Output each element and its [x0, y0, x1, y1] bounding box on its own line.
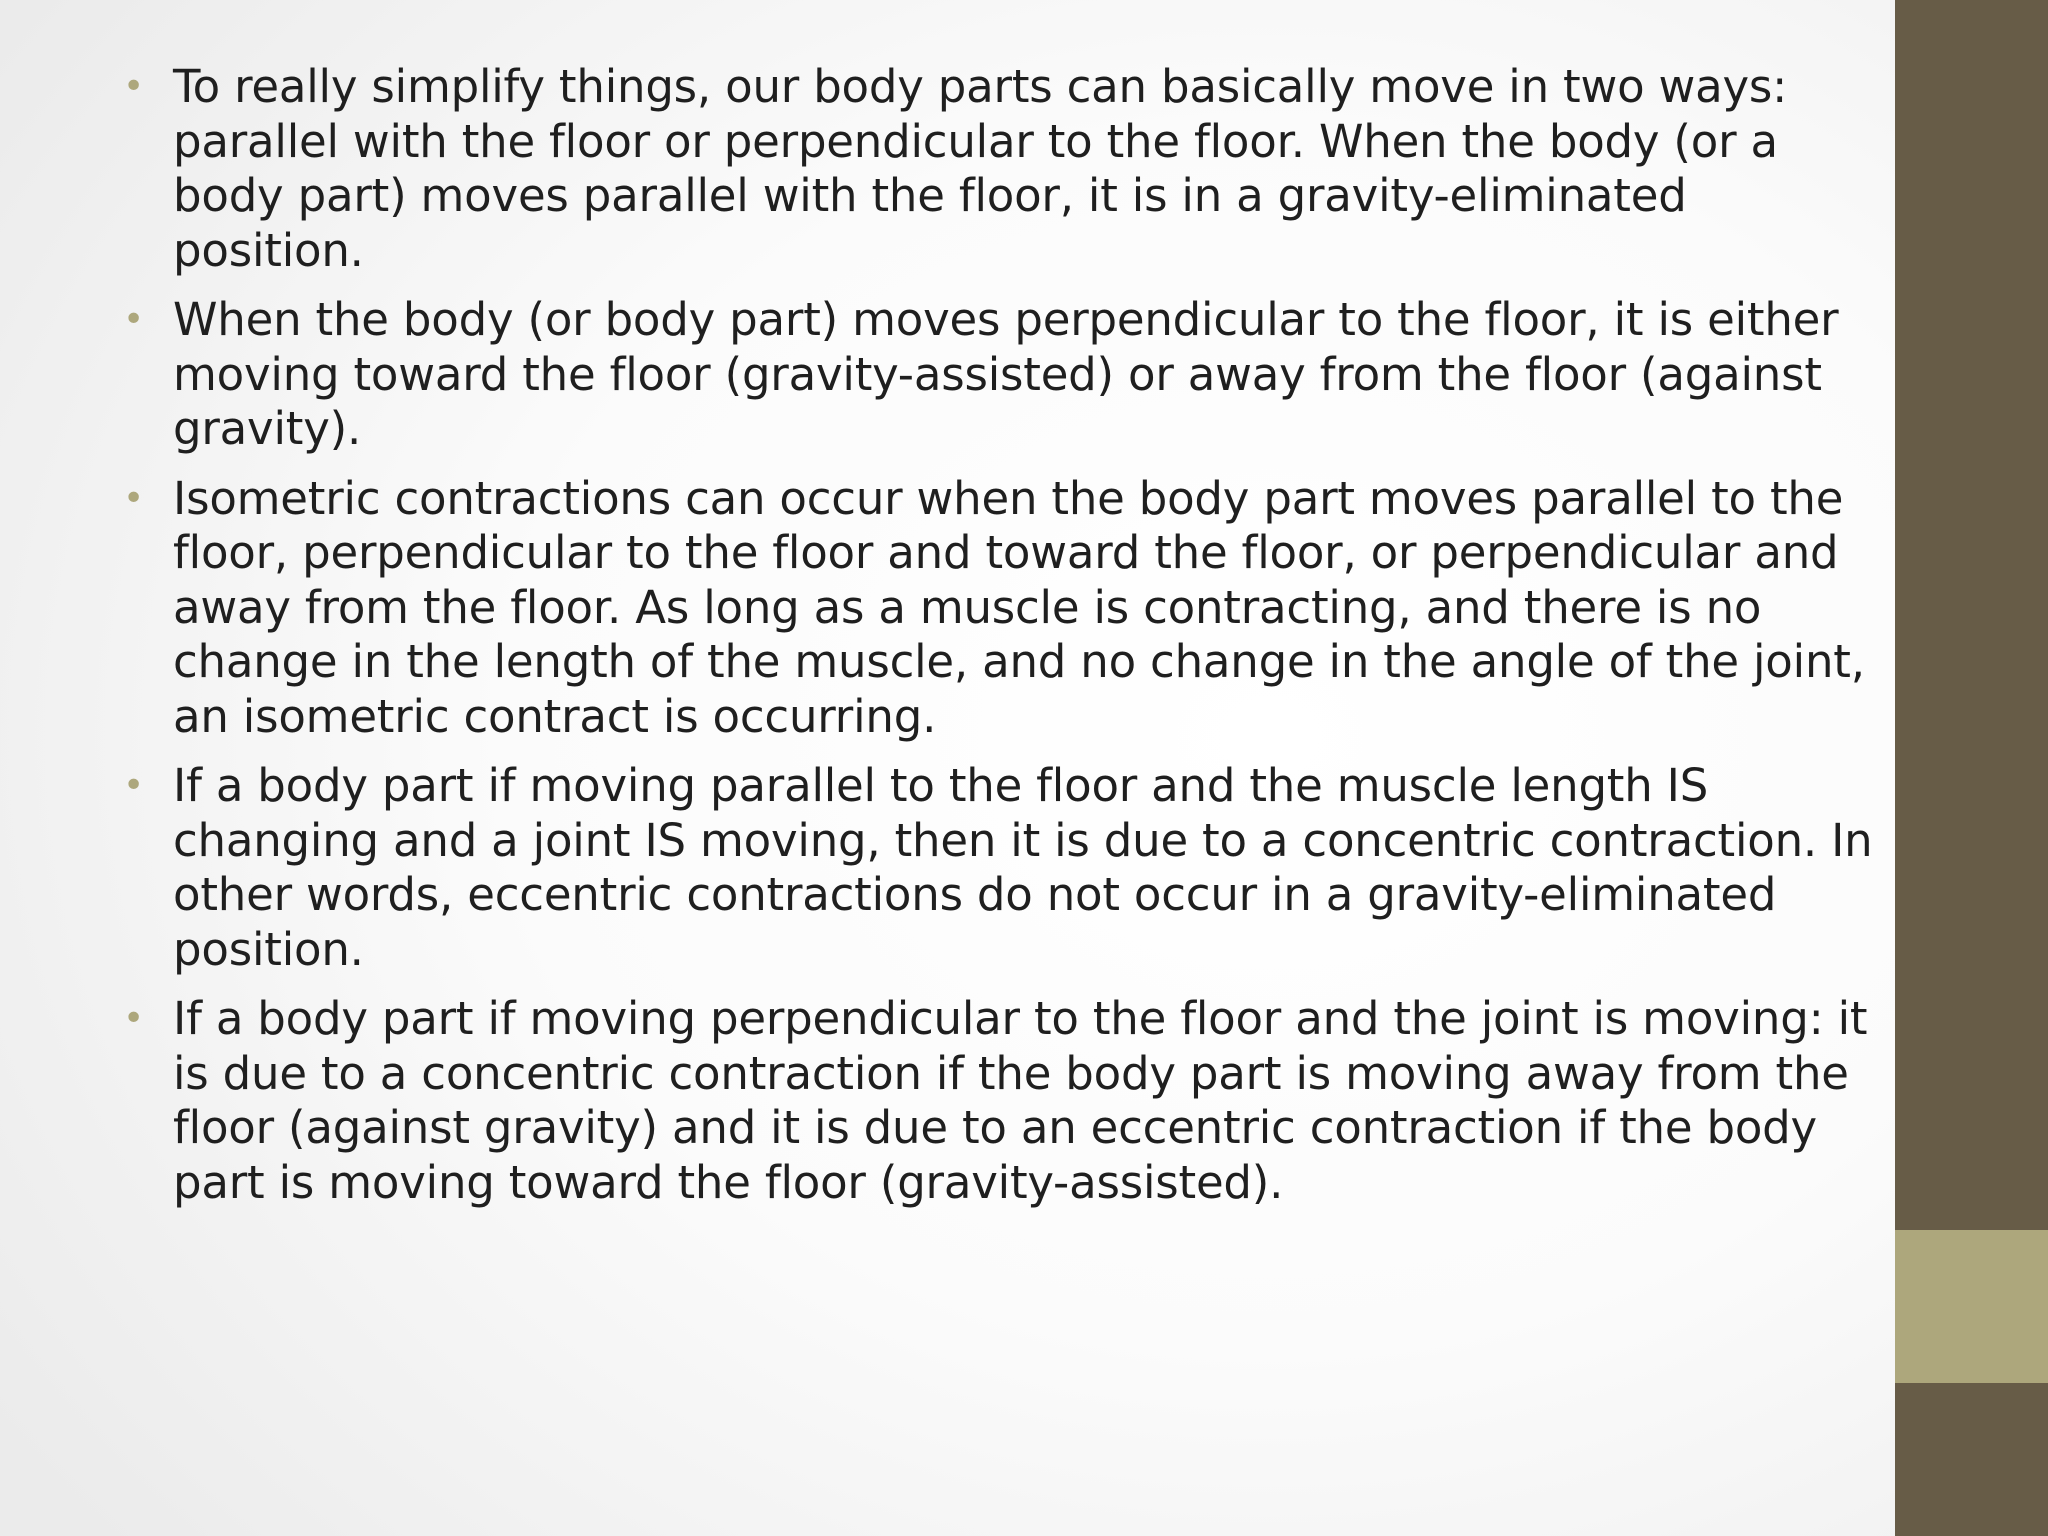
- bullet-item-4: [118, 759, 1878, 977]
- bullet-text: If a body part if moving parallel to the floor and the muscle length IS changing and a joint IS moving, then it is due to a concentric contraction. In other words, eccentric contractions do not occur in a gravity-eliminated position.: [173, 759, 1873, 976]
- bullet-item-5: [118, 992, 1878, 1210]
- bullet-item-2: [118, 293, 1878, 457]
- bullet-icon: •: [123, 477, 145, 519]
- slide-body: [118, 60, 1878, 1225]
- bullet-icon: •: [123, 765, 145, 806]
- bullet-icon: •: [123, 998, 145, 1039]
- bullet-text: If a body part if moving perpendicular to the floor and the joint is moving: it is due to a concentric contraction if the body part is moving away from the floor (against gravity) and it is due to an eccentric contraction if the body part is moving toward the floor (gravity-assisted).: [173, 992, 1868, 1209]
- sidebar-accent-band: [1895, 1230, 2048, 1383]
- bullet-text: To really simplify things, our body parts can basically move in two ways: parallel with the floor or perpendicular to the floor. When the body (or a body part) moves parallel with the floor, it is in a gravity-eliminated position.: [173, 60, 1788, 277]
- bullet-icon: •: [123, 66, 145, 107]
- sidebar-top-band: [1895, 0, 2048, 1230]
- bullet-text: Isometric contractions can occur when the body part moves parallel to the floor, perpendicular to the floor and toward the floor, or perpendicular and away from the floor. As long as a muscle is contracting, and there is no change in the length of the muscle, and no change in the angle of the joint, an isometric contract is occurring.: [173, 471, 1865, 743]
- bullet-item-1: [118, 60, 1878, 278]
- bullet-item-3: [118, 472, 1878, 745]
- sidebar-bottom-band: [1895, 1383, 2048, 1536]
- bullet-text: When the body (or body part) moves perpendicular to the floor, it is either moving toward the floor (gravity-assisted) or away from the floor (against gravity).: [173, 293, 1839, 455]
- bullet-icon: •: [123, 299, 145, 340]
